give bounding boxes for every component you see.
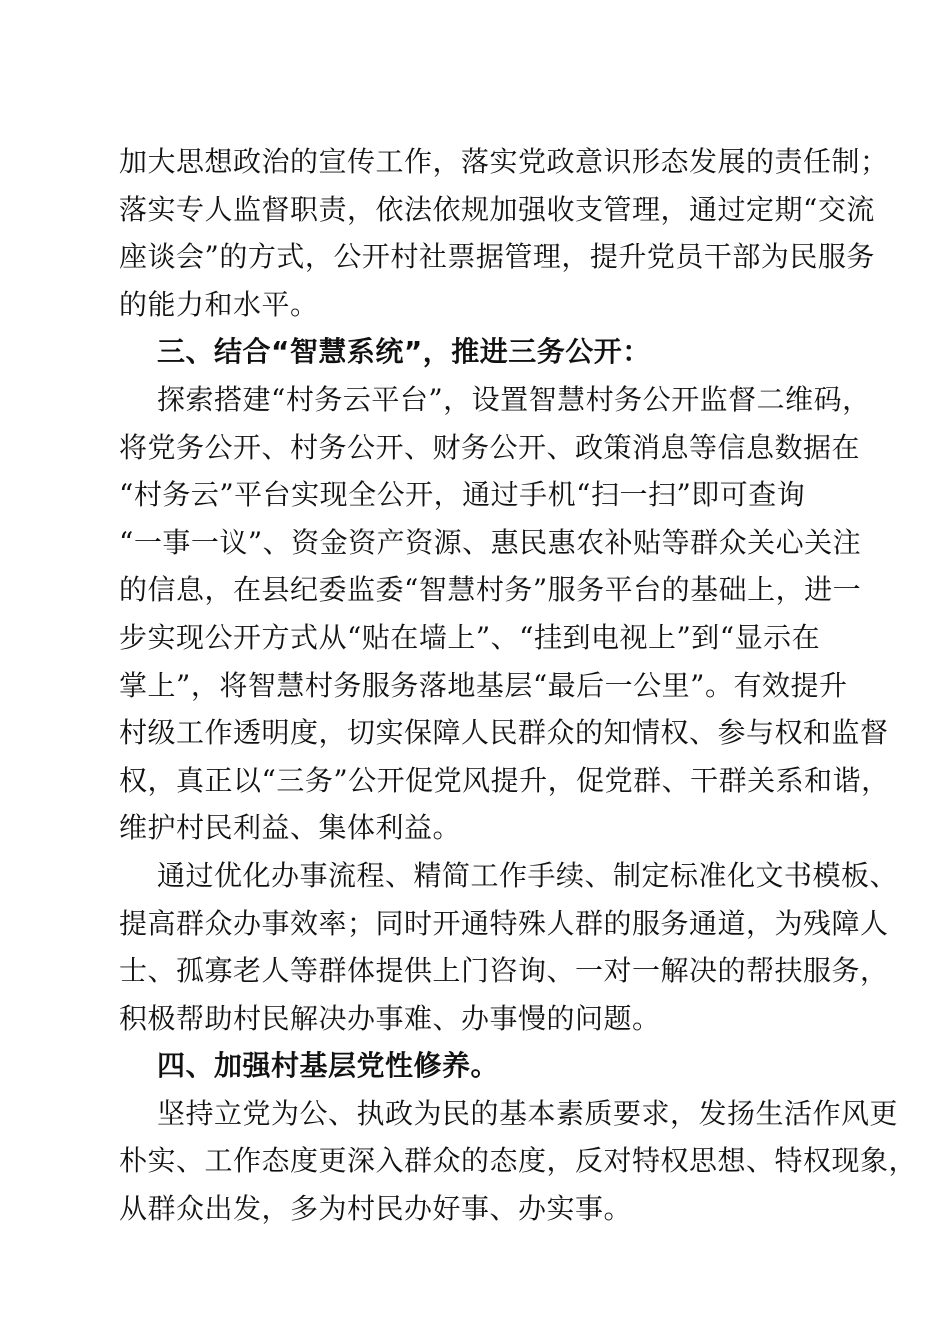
section-4-paragraph <box>119 1090 918 1233</box>
text-line: 坚持立党为公、执政为民的基本素质要求，发扬生活作风更 <box>157 1096 899 1130</box>
text-line: 积极帮助村民解决办事难、办事慢的问题。 <box>119 1001 661 1035</box>
section-3-paragraph-2 <box>119 852 899 1042</box>
text-line: 掌上”，将智慧村务服务落地基层“最后一公里”。有效提升 <box>119 668 848 702</box>
document-page <box>119 138 918 1233</box>
text-line: 落实专人监督职责，依法依规加强收支管理，通过定期“交流 <box>119 192 875 226</box>
text-line: 将党务公开、村务公开、财务公开、政策消息等信息数据在 <box>119 430 861 464</box>
text-line: 从群众出发，多为村民办好事、办实事。 <box>119 1192 633 1226</box>
text-line: 通过优化办事流程、精简工作手续、制定标准化文书模板、 <box>157 858 899 892</box>
section-3-heading: 三、结合“智慧系统”，推进三务公开： <box>157 335 651 369</box>
text-line: 的能力和水平。 <box>119 287 319 321</box>
text-line: “一事一议”、资金资产资源、惠民惠农补贴等群众关心关注 <box>119 525 862 559</box>
text-line: 村级工作透明度，切实保障人民群众的知情权、参与权和监督 <box>119 716 889 750</box>
text-line: 加大思想政治的宣传工作，落实党政意识形态发展的责任制； <box>119 145 889 178</box>
text-line: 的信息，在县纪委监委“智慧村务”服务平台的基础上，进一 <box>119 573 862 607</box>
section-4-heading: 四、加强村基层党性修养。 <box>157 1049 500 1083</box>
text-line: 座谈会”的方式，公开村社票据管理，提升党员干部为民服务 <box>119 240 875 274</box>
text-line: 步实现公开方式从“贴在墙上”、“挂到电视上”到“显示在 <box>119 620 821 654</box>
section-3-paragraph-1 <box>119 376 890 852</box>
intro-paragraph <box>119 138 889 328</box>
text-line: 探索搭建“村务云平台”，设置智慧村务公开监督二维码， <box>157 382 871 416</box>
text-line: 权，真正以“三务”公开促党风提升，促党群、干群关系和谐， <box>119 763 890 797</box>
text-line: 士、孤寡老人等群体提供上门咨询、一对一解决的帮扶服务， <box>119 954 889 988</box>
text-line: 提高群众办事效率；同时开通特殊人群的服务通道，为残障人 <box>119 906 889 940</box>
text-line: 维护村民利益、集体利益。 <box>119 811 462 845</box>
text-line: 朴实、工作态度更深入群众的态度，反对特权思想、特权现象， <box>119 1144 918 1178</box>
text-line: “村务云”平台实现全公开，通过手机“扫一扫”即可查询 <box>119 478 806 512</box>
